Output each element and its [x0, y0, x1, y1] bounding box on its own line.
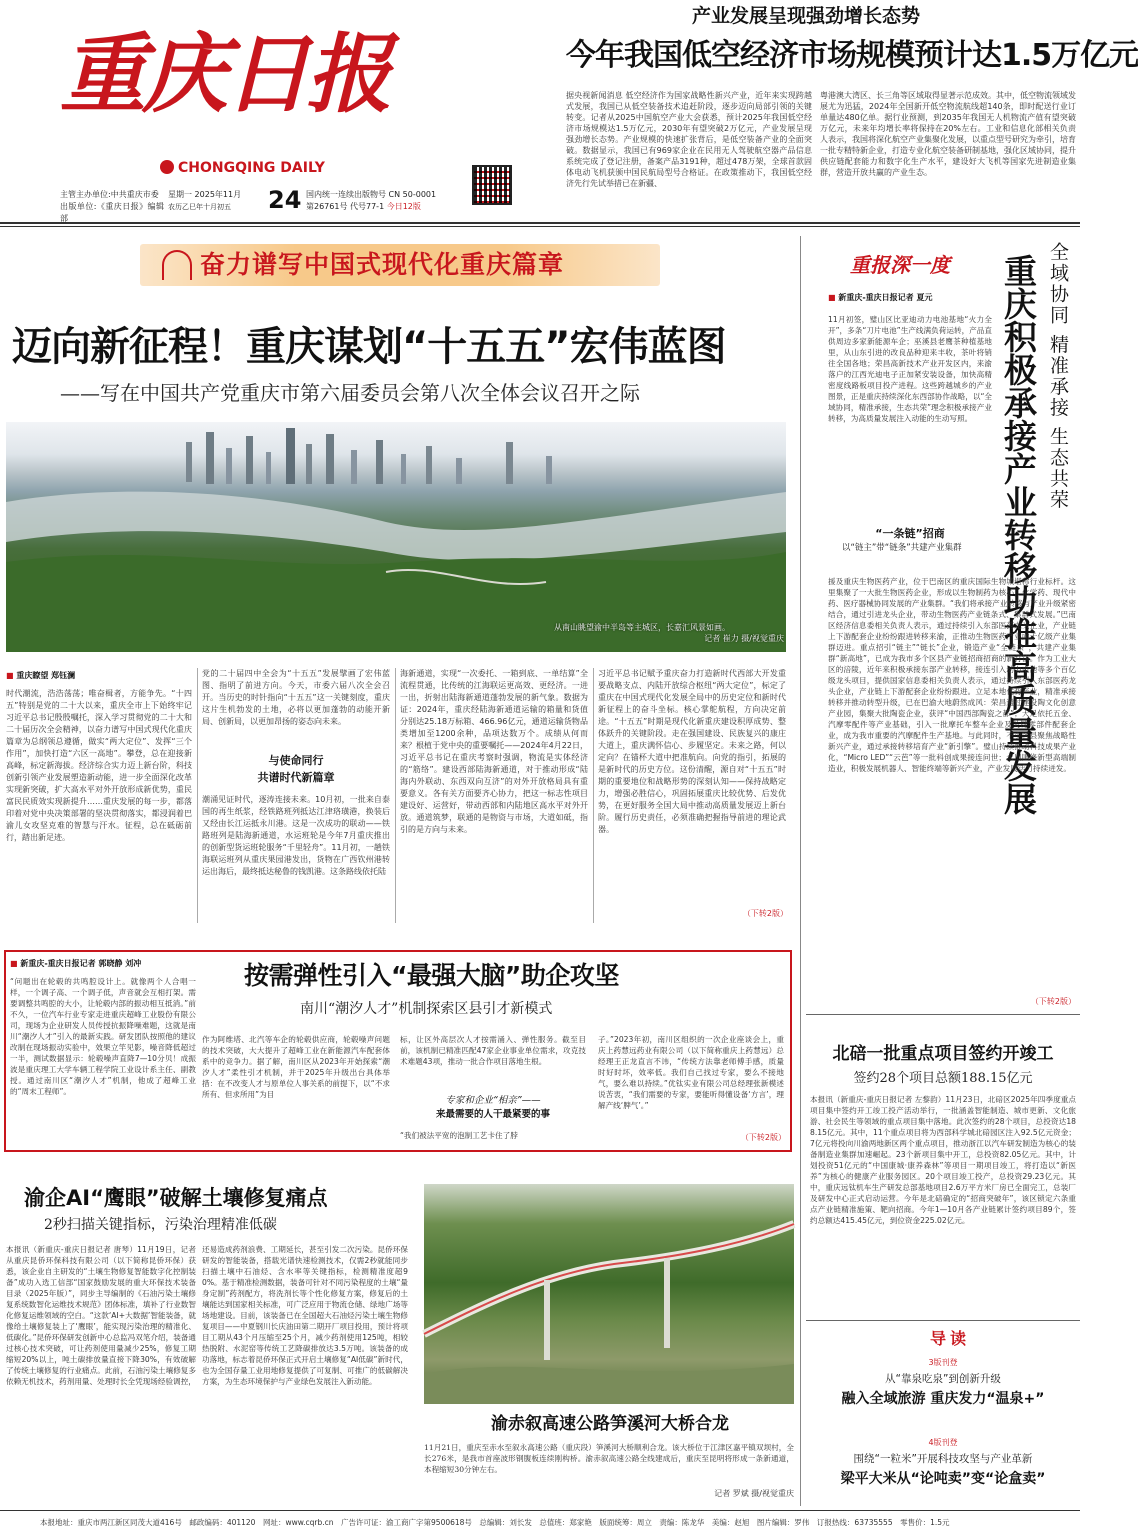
guide-item1-page: 3版刊登 [928, 1358, 958, 1367]
lead-photo [6, 422, 786, 652]
soil-col2: 还易造成药剂浪费、工期延长，甚至引发二次污染。昆侨环保研发的智能装备，搭载光谱快速检测技术，仅需2秒就能同步扫描土壤中石油烃、含水率等关键指标，检测精准度超90%。基于精准检测数据，装备可针对不同污染程度的土壤“量身定制”药剂配方，将洗剂长等个性化修复方案，修复后的土壤能达到国家相关标准，可广泛应用于物流仓储、绿地广场等场地建设。目前，该装备已在全国超大石油烃污染土壤生物修复项目——中夏钢川长庆油田第二期开厂项目投用，预计将项目工期从43个月压缩至25个月，减少药剂使用125吨，相较热脱附、水泥窑等传统工艺降碳排放达3.5万吨。该装备的成功落地，标志着昆侨环保正式开启土壤修复“AI低碳”新时代，也为全国存量工业用地修复提供了可复制、可推广的低碳解决方案，为生态环境保护与产业绿色发展注入新动能。 [202, 1245, 408, 1386]
bridge-credit: 记者 罗斌 摄/视觉重庆 [714, 1489, 794, 1498]
lead-headline: 迈向新征程！重庆谋划“十五五”宏伟蓝图 [12, 324, 726, 370]
lead-byline: ■ 重庆瞭望 郑钰澜 [6, 670, 206, 684]
publisher: 出版单位:《重庆日报》编辑部 [60, 202, 164, 223]
guide-item2-headline: 梁平大米从“论吨卖”变“论盒卖” [840, 1471, 1046, 1487]
lead-sub2: 共谱时代新篇章 [257, 771, 335, 784]
lunar-date: 农历乙巳年十月初五 [168, 203, 231, 211]
beibei-text: 本报讯（新重庆-重庆日报记者 左黎韵）11月23日，北碚区2025年四季度重点项目集中签约开工竣工投产活动举行，一批涵盖智能制造、城市更新、文化旅游、社会民生等领域的重点项目集中落地。此次签约的28个项目，总投资达188.15亿元。其中，11个重点项目将为西部科学城北碚园区注入92.5亿元资金；7亿元将投向川渝两地新区两个重点项目，推动浙江以汽车研发制造为核心的装备制造业集群加速崛起。23个新项目集中开工，总投资82.05亿元。其中，计划投资51亿元的“中国康城·康养森林”等项目一期项目竣工，将打造以“新医养”为核心的健康产业服务园区。20个项目竣工投产，总投资29.23亿元。其中，重庆远钛机车生产研发总部基地项目2.6万平方米厂房已全面完工，总装厂及研发中心正式启动运营。今年是北碚确定的“招商突破年”，该区锁定六条重点产业链精准施策、靶向招商。今年1—10月各产业链累计签约项目89个，签约总额达415.45亿元，到位资金225.02亿元。 [810, 1095, 1076, 1225]
soil-subhead: 2秒扫描关键指标，污染治理精准低碳 [44, 1217, 277, 1233]
bridge-caption: 11月21日，重庆至赤水至叙永高速公路（重庆段）笋溪河大桥顺利合龙。该大桥位于江津区嘉平镇双坝村，全长276米，是我市首座波形钢腹板连续刚构桥。渝赤叙高速公路全线建成后，重庆至昆明将形成一条新通道，本程缩短30分钟左右。 [424, 1443, 794, 1474]
talent-col3: 标，让区外高层次人才按需涌入、弹性服务。截至目前，该机制已精准匹配47家企业事业单位需求，攻克技术难题43项，推动一批合作项目落地生根。 [400, 1035, 586, 1066]
issn-label: 国内统一连续出版物号 [306, 190, 386, 199]
masthead-english [160, 160, 400, 182]
banner [140, 244, 660, 286]
guide-item-1[interactable] [808, 1356, 1078, 1420]
deep-subtitle-block [828, 526, 992, 568]
lead-subtitle-block [202, 752, 390, 788]
deep-sub-title: “一条链”招商 [875, 527, 945, 540]
lead-col3: 海新通道，实现“一次委托、一箱到底、一单结算”全流程贯通，比传统的江海联运更高效、更经济。一进一出，折射出陆海新通道蓬勃发展的新气象。数据为证：2024年，重庆经陆海新通道运输的箱量和货值分别达25.18万标箱、466.96亿元，通道运输货物品类增加至1200余种，品项达数万个。成绩从何而来？根植于党中央的重要嘱托——2024年4月22日，习近平总书记在重庆考察时强调，物流是实体经济的“筋络”。建设西部陆海新通道，对于推动形成“陆海内外联动、东西双向互济”的对外开放格局具有重要意义。各有关方面要齐心协力，把这一标志性项目建设好、运营好，带动西部和内陆地区高水平对外开放。通道筑梦，联通的是物资与市场，大道如砥，指引的是方向与未来。 [400, 669, 588, 834]
talent-byline: ■ 新重庆-重庆日报记者 郭晓静 刘冲 [10, 958, 240, 972]
rose-icon [160, 160, 174, 174]
talent-col1: “问题出在轮毂的共鸣腔设计上。就像两个人合唱一样，一个调子高、一个调子低，声音就会互相打架。需要调整共鸣腔的大小，让轮毂内部的振动相互抵消。”前不久，一位汽车行业专家走进重庆超峰工业股份有限公司，现场为企业研发人员传授抗振降噪难题，这就是南川“潮汐人才”引入的最新实践。研发团队按照他的建议改制在现场振动实验中，效果立竿见影，噪音降低超过一半，测试数据显示：轮毂噪声直降7—10分贝！成振波是重庆理工大学车辆工程学院工业设计系主任、副教授。通过南川区“潮汐人才”机制，他成了超峰工业的“周末工程师”。 [10, 977, 196, 1096]
bridge-headline: 渝赤叙高速公路笋溪河大桥合龙 [491, 1414, 729, 1434]
deep-byline: ■ 新重庆-重庆日报记者 夏元 [828, 292, 998, 306]
lead-col2b: 潮涌见证时代，逐涛连接未来。10月初，一批来自泰国的再生纸浆，经铁路班列抵达江津珞璜港，换装后又经由长江运抵永川港。这是一次成功的联动——铁路班列是陆海新通道，水运班轮是今年7月重庆推出的创新型货运班轮服务“千里轻舟”。11月初，一趟铁海联运班列从重庆果园港发出，货物在广西钦州港转运出海后，最终抵达秘鲁的钱凯港。这条路线依托陆 [202, 795, 390, 876]
soil-col1: 本报讯（新重庆-重庆日报记者 唐琴）11月19日，记者从重庆昆侨环保科技有限公司（以下简称昆侨环保）获悉，该企业自主研发的“土壤生物修复智能数字化控制装备”成功入选工信部“国家鼓励发展的重大环保技术装备目录（2025年版）”，同步主导编制的《石油污染土壤修复系统数智化运维技术规范》团体标准，填补了行业数智化修复运维领域的空白。“这款‘AI+大数据’智能装备，就像给土壤修复装上了‘鹰眼’，能实现污染治理的精准化、低碳化。”昆侨环保研发创新中心总监冯双笔介绍，装备通过核心技术突破，可让药剂使用量减少25%，修复工期缩短20%以上，吨土碳排放量直接下降30%，有效破解了传统土壤修复的行业痛点。此前，石油污染土壤修复多依赖无机技术，药剂用量、处理时长全凭现场经验调控， [6, 1245, 196, 1386]
postal-code: 代号77-1 [350, 202, 385, 211]
guide-item1-kicker: 从“靠泉吃泉”到创新升级 [885, 1373, 1001, 1385]
deep-vertical-kicker: 全域协同 精准承接 生态共荣 [1047, 242, 1069, 511]
lead-col4: 习近平总书记赋予重庆奋力打造新时代西部大开发重要战略支点、内陆开放综合枢纽“两大定位”，标定了重庆在中国式现代化发展全局中的历史定位和新时代新征程上的奋斗坐标。核心掌舵航程，方向决定前途。“十五五”时期是现代化新重庆建设积厚成势、整体跃升的关键阶段。走在强国建设、民族复兴的康庄大道上，重庆满怀信心、步履坚定。未来之路，何以定向？在锚杯大道中把准航向。向党的指引，拓展的是新时代的历史方位。这份清醒，源自对“十五五”时期的重要地位和战略形势的深刻认知——保持战略定力，增强必胜信心，巩固拓展重庆比较优势、后发优势，在更好服务全国大局中推动高质量发展迈上新台阶。履行历史责任，必须准确把握指导前进的理论武器。 [598, 669, 786, 834]
footer: 本报地址：重庆市两江新区同茂大道416号 邮政编码：401120 网址：www.cqrb.cn 广告许可证：渝工商广字第9500618号 总编辑：刘长发 总值班：郑家艳 版面统筹：周立 责编：陈龙华 美编：赵旭 图片编辑：罗伟 订报热线：63735555 零售价：1.5元 [40, 1518, 950, 1527]
lead-col2a: 党的二十届四中全会为“十五五”发展擘画了宏伟蓝图、指明了前进方向。今天，市委六届八次全会召开。当历史的时针指向“十五五”这一关键刻度，重庆这片生机勃发的土地，必将以更加蓬勃的动能开新局、创新局，以更加昂扬的姿态向未来。 [202, 669, 390, 726]
page-count: 今日12版 [386, 202, 421, 211]
talent-sub2: 来最需要的人干最紧要的事 [435, 1109, 550, 1120]
lead-photo-caption [554, 622, 784, 650]
top-story-headline: 今年我国低空经济市场规模预计达1.5万亿元 [566, 38, 1138, 73]
beibei-subhead: 签约28个项目总额188.15亿元 [853, 1071, 1033, 1086]
top-story-kicker: 产业发展呈现强劲增长态势 [692, 5, 921, 27]
english-name: CHONGQING DAILY [178, 160, 325, 176]
cn-number: CN 50-0001 [388, 190, 437, 199]
deep-column-logo: 重报深一度 [850, 253, 950, 277]
lead-caption-text: 从南山眺望渝中半岛等主城区，长嘉汇风景如画。 [554, 623, 730, 632]
bridge-photo [424, 1184, 794, 1404]
talent-col2: 作为阿维塔、北汽等车企的轮毂供应商，轮毂噪声问题的技术突破，大大提升了超峰工业在新能源汽车配套体系中的竞争力。据了解，南川区从2023年开始探索“潮汐人才”柔性引才机制，并于2025年升级出台具体举措：在不改变人才与原单位人事关系的前提下，以“不求所有、但求所用”为目 [202, 1035, 390, 1099]
lead-photo-credit: 记者 崔力 摄/视觉重庆 [704, 634, 784, 643]
date-info [168, 189, 268, 215]
beibei-headline: 北碚一批重点项目签约开竣工 [832, 1044, 1054, 1064]
lead-photo-art [6, 422, 786, 652]
issue-number: 第26761号 [306, 202, 348, 211]
talent-subhead: 南川“潮汐人才”机制探索区县引才新模式 [300, 1001, 553, 1017]
issue-info [306, 189, 466, 215]
lead-sub1: 与使命同行 [268, 754, 324, 767]
deep-sub-desc: 以“链主”带“链条”共建产业集群 [842, 543, 962, 553]
banner-ornament-icon [162, 250, 192, 280]
guide-item-2[interactable] [808, 1436, 1078, 1502]
sponsor: 主管主办单位:中共重庆市委 [60, 190, 159, 199]
weekday: 星期一 [168, 190, 192, 199]
talent-subtitle-block [400, 1094, 586, 1124]
talent-sub1: 专家和企业“相亲”—— [445, 1095, 541, 1106]
guide-item1-headline: 融入全域旅游 重庆发力“温泉+” [841, 1391, 1045, 1407]
lead-col1: 时代潮流，浩浩荡荡；唯奋楫者，方能争先。“十四五”特别是党的二十大以来，重庆全市上下始终牢记习近平总书记殷殷嘱托，深入学习贯彻党的二十大和二十届历次全会精神，以奋力谱写中国式现代化重庆篇章为总纲领总遵循，做实“两大定位”、发挥“三个作用”，加快打造“六区一高地”。攀登，总在迎接新高峰，标定新海拔。经济综合实力迈上新台阶，科技创新引领产业发展塑造新动能，进一步全面深化改革实现新突破，扩大高水平对外开放形成新优势，重民富民民质效实现新提升……重庆发展的每一步，都落印着对党中央决策部署的坚决贯彻落实，都浸润着巴渝儿女攻坚克难的智慧与汗水。征程，总在砥砺前行，踏出新足迹。 [6, 689, 192, 842]
banner-text: 奋力谱写中国式现代化重庆篇章 [200, 250, 565, 279]
top-story-col2: 粤港澳大湾区、长三角等区域取得显著示范成效。其中，低空物流领域发展尤为迅猛，2024年全国新开低空物流航线超140条，即时配送行业订单量达480亿单。据行业预测，到2035年我国无人机物流产值有望突破万亿元，未来年均增长率将保持在20%左右。工业和信息化部相关负责人表示，我国将深化航空产业集聚化发展，以重点型号研究为牵引，培育一批专精特新企业，打造专业化航空装备研制基地，强化区域协同，提升供应链配套能力和数字化生产水平，建设好大飞机等国家先进制造业集群，营造开放共赢的产业生态。 [820, 91, 1076, 177]
lead-continued: （下转2版） [742, 909, 788, 918]
bridge-photo-art [424, 1184, 794, 1404]
masthead-logo: 重庆日报 [60, 24, 388, 125]
guide-item2-kicker: 围绕“一粒米”开展科技攻坚与产业革新 [853, 1453, 1033, 1465]
qr-code-icon [472, 165, 512, 205]
deep-vertical-headline: 重庆积极承接产业转移助推高质量发展 [999, 254, 1038, 815]
lead-subhead: ——写在中国共产党重庆市第六届委员会第八次全体会议召开之际 [60, 381, 640, 405]
top-story-col1: 据央视新闻消息 低空经济作为国家战略性新兴产业，近年来实现跨越式发展，我国已从低空装备技术追赶阶段，逐步迈向局部引领的关键转变。记者从2025中国航空产业大会获悉，预计2025年我国低空经济市场规模达1.5万亿元，2030年有望突破2万亿元，产业发展呈现强劲增长态势。产业规模的快速扩张背后，是低空装备产业的全面突破。数据显示，我国已有969家企业在民用无人驾驶航空器产品信息系统完成了登记注册，备案产品3191种，超过478万架，全球首款固体电动飞机获颁中国民航局型号合格证。在政策推动下，我国低空经济先行先试举措已在新疆、 [566, 91, 812, 188]
talent-headline: 按需弹性引入“最强大脑”助企攻坚 [244, 961, 619, 990]
soil-headline: 渝企AI“鹰眼”破解土壤修复痛点 [24, 1186, 328, 1210]
deep-continued: （下转2版） [1030, 997, 1076, 1006]
guide-title: 导读 [929, 1329, 970, 1348]
talent-continued: （下转2版） [740, 1133, 786, 1142]
talent-col3b: “我们被法平宽的泡制工艺卡住了脖 [400, 1131, 518, 1140]
deep-text2: 援及重庆生物医药产业，位于巴南区的重庆国际生物城堪称行业标杆。这里集聚了一大批生物医药企业，形成以生物制药为核心，化学药、现代中药、医疗器械协同发展的产业集群。“我们将承接产业转移与产业升级紧密结合，通过引进龙头企业，带动生物医药产业链条式、集群式发展。”巴南区经济信息委相关负责人表示，通过持续引入东部医药龙头企业，产业链上下游配套企业纷纷跟进转移来渝，正推动生物医药产业向千亿级产业集群迈进。重点招引“链主”“链长”企业，锻造产业“全链条”，共建产业集群“新高地”，已成为我市多个区县产业链招商招商的新打法。作为工业大区的涪陵，近年来积极承接东部产业转移，接连引入动力电池等多个百亿级龙头项目，提供国家信息委相关负责人表示，通过持续引入东部医药龙头企业，产业链上下游配套企业纷纷跟进。立足本地优势产业，精准承接转移并推动转型升级，已在巴渝大地蔚然成风：荣昌通过建设陶文化创意产业园，集聚大批陶瓷企业，获评“中国西部陶瓷之都”；大足依托五金、汽摩零配件等产业基础，引入一批摩托车整车企业及关键零部件配套企业，成为我市重要的汽摩配件生产基地。与此同时，不少区县聚焦战略性新兴产业，通过承接转移培育产业“新引擎”。璧山持续推动科技成果产业化，“Micro LED”“云芭”等一批科创成果接连问世；永川围绕新型高端制造业，积极发展机器人、智能终端等新兴产业，产业发展活力持续迸发。 [828, 577, 1076, 773]
sponsor-info [60, 189, 164, 223]
talent-col4: 子。”2023年初，南川区组织的一次企业座谈会上，重庆上药慧远药业有限公司（以下简称重庆上药慧远）总经理王正龙直言不讳，“传统方法靠老师傅手感，质量时好时坏，效率低。我们自己找过专家，要么不接地气，要么难以持续。”优钛实业有限公司总经理张新模述说苦衷，“我们需要的专家，要能听得懂设备‘方言’，理解产线‘脾气’。” [598, 1035, 784, 1110]
date: 2025年11月 [194, 190, 242, 199]
date-day: 24 [268, 186, 302, 214]
deep-text1: 11月初签，璧山区比亚迪动力电池基地“火力全开”，多条“刀片电池”生产线满负荷运转，产品直供周边多家新能源车企；巫溪县老鹰茶种植基地里，从山东引进的改良品种迎来丰收，茶叶将销往全国各地；荣昌高新技术产业开发区内，来渝落户的江西光迪电子正加紧安装设备，加快高精密度线路板项目投产进程。这些跨越城乡的产业图景，正是重庆持续深化东西部协作战略，以“全域协同，精准承接，生态共荣”理念积极承接产业转移，为高质量发展注入动能的生动写照。 [828, 315, 992, 423]
guide-item2-page: 4版刊登 [928, 1438, 958, 1447]
